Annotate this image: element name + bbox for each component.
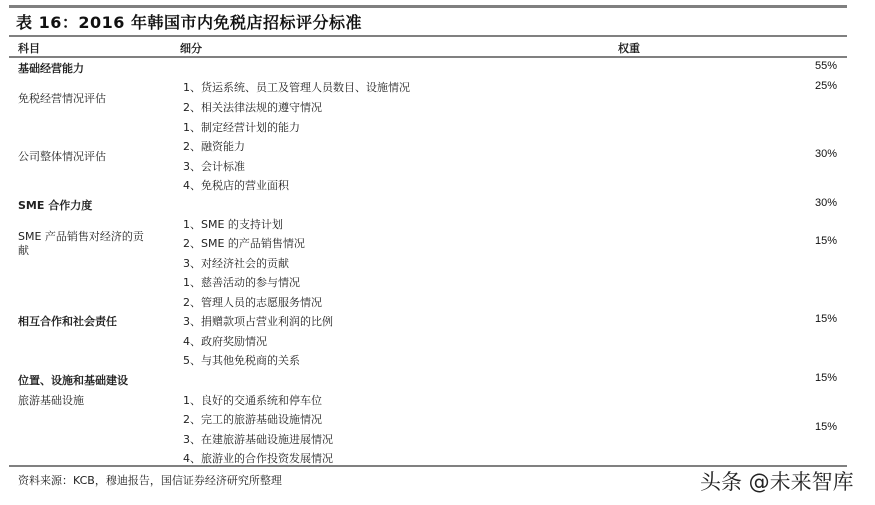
header-category: 科目: [18, 42, 40, 55]
section-label: SME 合作力度: [18, 199, 93, 212]
group-weight: 15%: [814, 421, 837, 433]
group-label: 免税经营情况评估: [18, 92, 106, 105]
detail-item: 3、对经济社会的贡献: [183, 257, 289, 270]
detail-item: 2、SME 的产品销售情况: [183, 237, 305, 250]
detail-item: 1、货运系统、员工及管理人员数目、设施情况: [183, 81, 410, 94]
detail-item: 1、良好的交通系统和停车位: [183, 394, 322, 407]
title-rule: [9, 35, 847, 37]
section-weight: 55%: [814, 60, 837, 72]
group-label-line1: SME 产品销售对经济的贡: [18, 230, 144, 243]
detail-item: 3、在建旅游基础设施进展情况: [183, 433, 333, 446]
group-weight: 25%: [814, 80, 837, 92]
section-weight: 30%: [814, 197, 837, 209]
header-detail: 细分: [180, 42, 202, 55]
detail-item: 4、免税店的营业面积: [183, 179, 289, 192]
group-label: 公司整体情况评估: [18, 150, 106, 163]
detail-item: 1、SME 的支持计划: [183, 218, 283, 231]
detail-item: 1、慈善活动的参与情况: [183, 276, 300, 289]
group-label-line2: 献: [18, 244, 29, 257]
watermark: 头条 @未来智库: [700, 470, 854, 494]
section-weight: 15%: [814, 372, 837, 384]
group-weight: 15%: [814, 313, 837, 325]
group-label: 相互合作和社会责任: [18, 315, 117, 328]
detail-item: 5、与其他免税商的关系: [183, 354, 300, 367]
detail-item: 4、旅游业的合作投资发展情况: [183, 452, 333, 465]
detail-item: 2、相关法律法规的遵守情况: [183, 101, 322, 114]
detail-item: 4、政府奖励情况: [183, 335, 267, 348]
top-rule: [9, 5, 847, 8]
group-weight: 15%: [814, 235, 837, 247]
source-note: 资料来源：KCB，穆迪报告，国信证券经济研究所整理: [18, 474, 282, 487]
section-label: 位置、设施和基础建设: [18, 374, 128, 387]
table-title: 表 16：2016 年韩国市内免税店招标评分标准: [16, 13, 362, 32]
detail-item: 2、融资能力: [183, 140, 245, 153]
section-label: 基础经营能力: [18, 62, 84, 75]
detail-item: 2、管理人员的志愿服务情况: [183, 296, 322, 309]
header-rule: [9, 56, 847, 58]
detail-item: 2、完工的旅游基础设施情况: [183, 413, 322, 426]
group-label: 旅游基础设施: [18, 394, 84, 407]
detail-item: 3、捐赠款项占营业利润的比例: [183, 315, 333, 328]
detail-item: 3、会计标准: [183, 160, 245, 173]
header-weight: 权重: [618, 42, 640, 55]
group-weight: 30%: [814, 148, 837, 160]
detail-item: 1、制定经营计划的能力: [183, 121, 300, 134]
